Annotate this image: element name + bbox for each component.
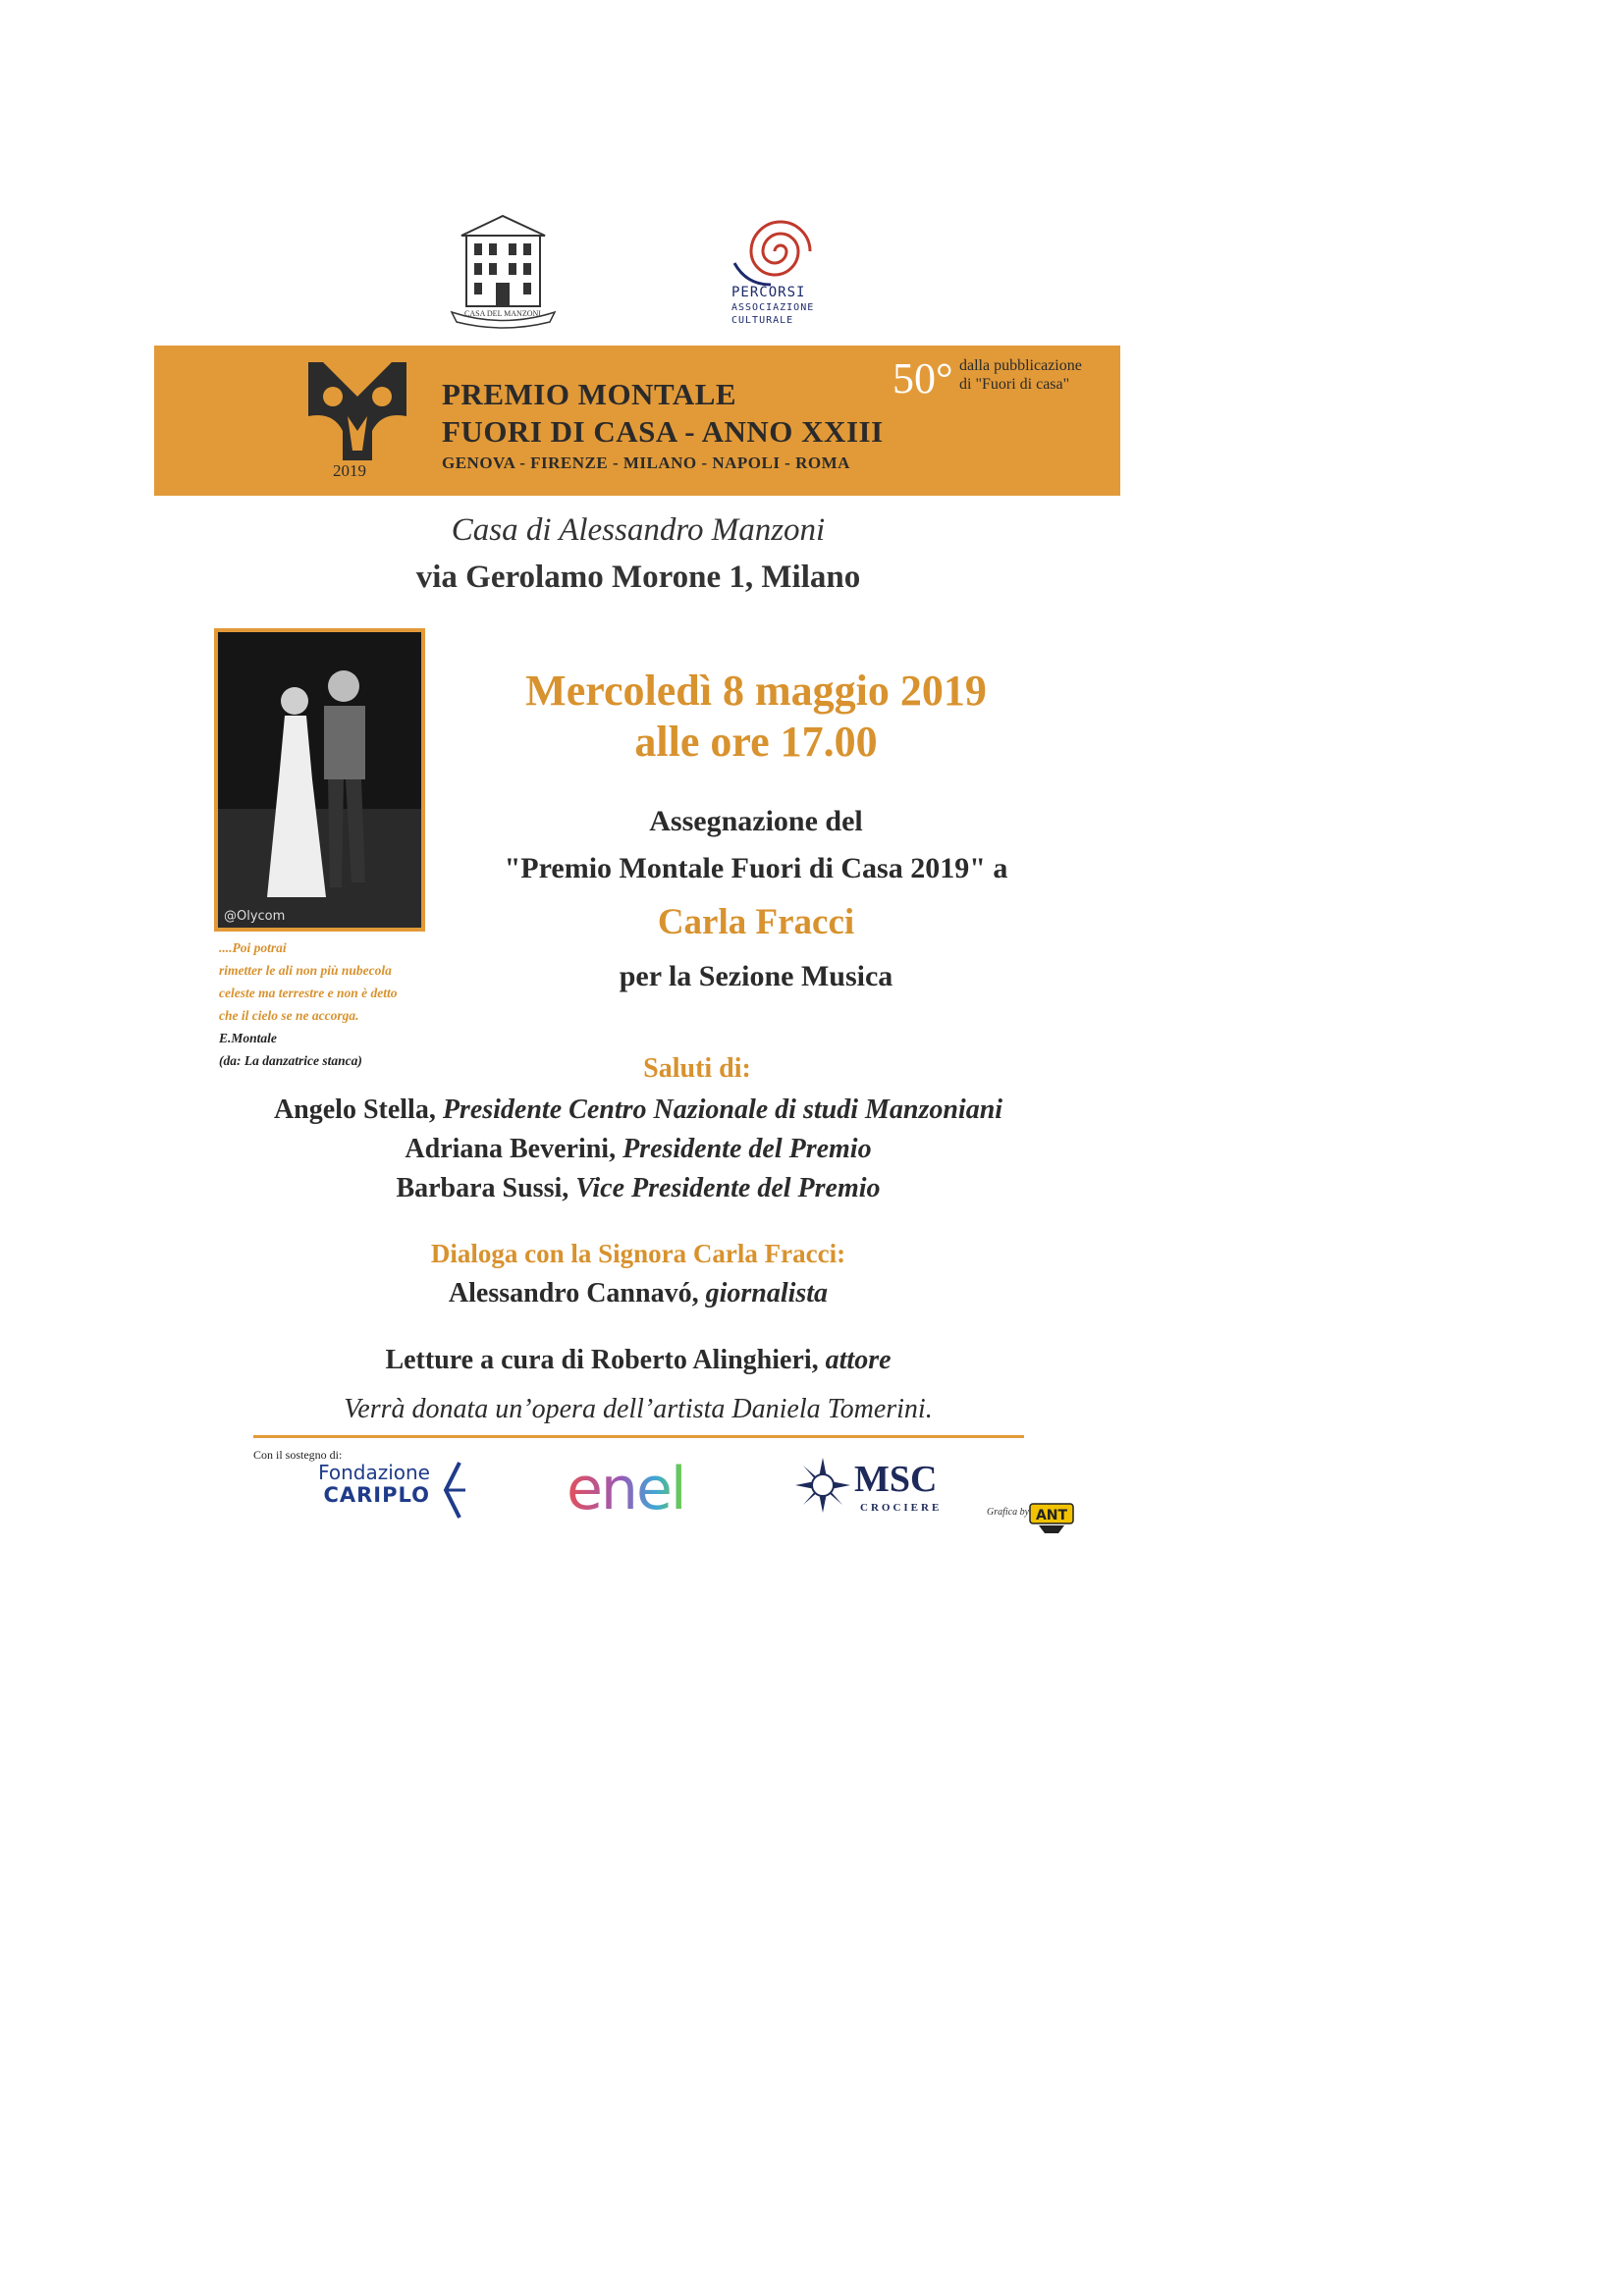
saluti-person-2 [0, 1134, 1276, 1165]
saluti-label: Saluti di: [643, 1053, 751, 1084]
assign-line2: "Premio Montale Fuori di Casa 2019" a [504, 852, 1008, 884]
grafica-label: Grafica by [987, 1507, 1030, 1518]
quote-author: E.Montale [219, 1031, 277, 1045]
ant-logo [1029, 1502, 1074, 1535]
saluti-person-2-role: Presidente del Premio [622, 1134, 872, 1164]
saluti-person-1-name: Angelo Stella, [273, 1095, 436, 1125]
dialoga-label: Dialoga con la Signora Carla Fracci: [430, 1239, 846, 1268]
msc-text: MSC [854, 1459, 938, 1500]
saluti-person-1 [0, 1095, 1276, 1126]
winner-name: Carla Fracci [657, 902, 855, 942]
quote-line2: rimetter le ali non più nubecola [219, 963, 392, 978]
saluti-person-1-role: Presidente Centro Nazionale di studi Manzoniani [442, 1095, 1003, 1125]
banner-anniversary: 50° [893, 354, 953, 402]
percorsi-logo [727, 204, 835, 332]
letture [0, 1345, 1276, 1376]
dialoga-person [0, 1278, 1276, 1309]
saluti-person-3 [0, 1173, 1276, 1204]
letture-text: Letture a cura di Roberto Alinghieri, [385, 1345, 819, 1375]
gift-note: Verrà donata un’opera dell’artista Daniela Tomerini. [344, 1394, 933, 1424]
sponsor-label: Con il sostegno di: [253, 1448, 343, 1462]
msc-subtext: CROCIERE [860, 1502, 943, 1514]
event-time: alle ore 17.00 [634, 718, 878, 766]
cariplo-line2: CARIPLO [323, 1483, 430, 1507]
percorsi-logo-line1: PERCORSI [731, 285, 806, 300]
venue: Casa di Alessandro Manzoni [451, 512, 826, 548]
cariplo-mark-icon [438, 1461, 469, 1522]
dialoga-role: giornalista [705, 1278, 829, 1308]
enel-logo-text: enel [567, 1458, 685, 1522]
carla-fracci-photo [214, 628, 425, 932]
assign-line1: Assegnazione del [649, 805, 863, 837]
saluti-person-2-name: Adriana Beverini, [405, 1134, 617, 1164]
enel-logo [565, 1458, 731, 1522]
quote-source: (da: La danzatrice stanca) [219, 1053, 362, 1068]
percorsi-logo-line2: ASSOCIAZIONE [731, 302, 815, 313]
event-date: Mercoledì 8 maggio 2019 [525, 667, 987, 715]
banner-cities: GENOVA - FIRENZE - MILANO - NAPOLI - ROMA [442, 454, 850, 472]
banner-year: 2019 [333, 461, 366, 480]
cariplo-line1: Fondazione [318, 1461, 430, 1484]
ant-logo-text: ANT [1035, 1508, 1068, 1523]
divider [253, 1435, 1024, 1438]
letture-role: attore [825, 1345, 892, 1375]
quote-line1: ....Poi potrai [219, 940, 287, 955]
award-section: per la Sezione Musica [619, 960, 893, 992]
premio-banner [154, 346, 1120, 496]
banner-anniversary-line2: di "Fuori di casa" [959, 376, 1070, 393]
premio-montale-logo [303, 357, 411, 470]
banner-anniversary-line1: dalla pubblicazione [959, 357, 1082, 374]
casa-manzoni-logo [447, 206, 560, 329]
dialoga-name: Alessandro Cannavó, [448, 1278, 699, 1308]
casa-manzoni-logo-text: CASA DEL MANZONI [464, 309, 541, 318]
banner-title-line1: PREMIO MONTALE [442, 377, 737, 411]
saluti-person-3-role: Vice Presidente del Premio [575, 1173, 881, 1203]
quote-line4: che il cielo se ne accorga. [219, 1008, 359, 1023]
fondazione-cariplo-logo [312, 1461, 469, 1522]
percorsi-logo-line3: CULTURALE [731, 315, 794, 326]
msc-compass-icon [795, 1458, 850, 1513]
address: via Gerolamo Morone 1, Milano [415, 560, 861, 595]
msc-crociere-logo [795, 1458, 967, 1522]
saluti-person-3-name: Barbara Sussi, [396, 1173, 569, 1203]
banner-title-line2: FUORI DI CASA - ANNO XXIII [442, 414, 884, 449]
quote-line3: celeste ma terrestre e non è detto [219, 986, 398, 1000]
photo-credit: @Olycom [224, 909, 286, 924]
